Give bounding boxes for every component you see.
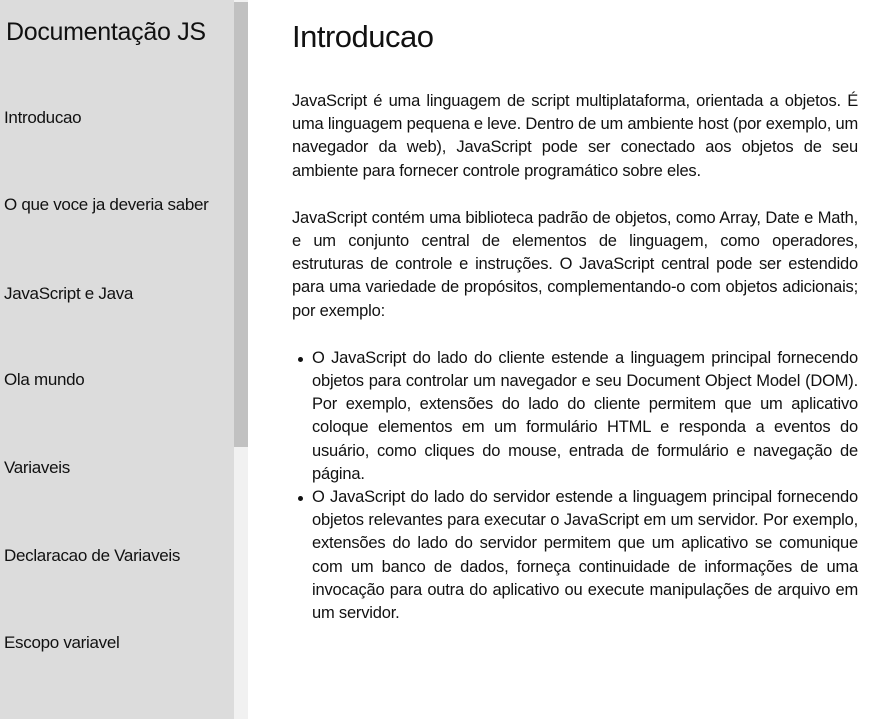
paragraph: JavaScript é uma linguagem de script multiplataforma, orientada a objetos. É uma linguagem pequena e leve. Dentro de um ambiente host (por exemplo, um navegador da web), JavaScript pode ser conectado aos objetos de seu ambiente para fornecer controle programático sobre eles.: [292, 92, 858, 180]
sidebar-nav: [0, 0, 234, 719]
nav-link-o-que-voce-ja-deveria-saber[interactable]: O que voce ja deveria saber: [4, 195, 209, 214]
page-title: Introducao: [292, 19, 434, 54]
nav-link-introducao[interactable]: Introducao: [4, 108, 82, 127]
sidebar-scrollbar[interactable]: [234, 0, 248, 719]
list-item: O JavaScript do lado do servidor estende a linguagem principal fornecendo objetos relevantes para executar o JavaScript em um servidor. Por exemplo, extensões do lado do servidor permitem que um aplicativo se comunique com um banco de dados, forneça continuidade de informações de uma invocação para outra do aplicativo ou execute manipulações de arquivo em um servidor.: [312, 486, 858, 625]
sidebar-title: Documentação JS: [6, 18, 206, 46]
nav-link-escopo-variavel[interactable]: Escopo variavel: [4, 633, 120, 652]
bullet-list: [292, 347, 858, 625]
paragraph: JavaScript contém uma biblioteca padrão de objetos, como Array, Date e Math, e um conjunto central de elementos de linguagem, como operadores, estruturas de controle e instruções. O JavaScript central pode ser estendido para uma variedade de propósitos, complementando-o com objetos adicionais; por exemplo:: [292, 208, 858, 320]
scrollbar-thumb[interactable]: [234, 2, 248, 447]
nav-link-declaracao-de-variaveis[interactable]: Declaracao de Variaveis: [4, 546, 181, 565]
list-item: O JavaScript do lado do cliente estende a linguagem principal fornecendo objetos para controlar um navegador e seu Document Object Model (DOM). Por exemplo, extensões do lado do cliente permitem que um aplicativo coloque elementos em um formulário HTML e responda a eventos do usuário, como cliques do mouse, entrada de formulário e navegação de página.: [312, 347, 858, 486]
nav-link-ola-mundo[interactable]: Ola mundo: [4, 370, 85, 389]
nav-link-javascript-e-java[interactable]: JavaScript e Java: [4, 284, 134, 303]
main-section: [292, 90, 858, 625]
main-content: [248, 0, 870, 719]
nav-link-variaveis[interactable]: Variaveis: [4, 458, 70, 477]
